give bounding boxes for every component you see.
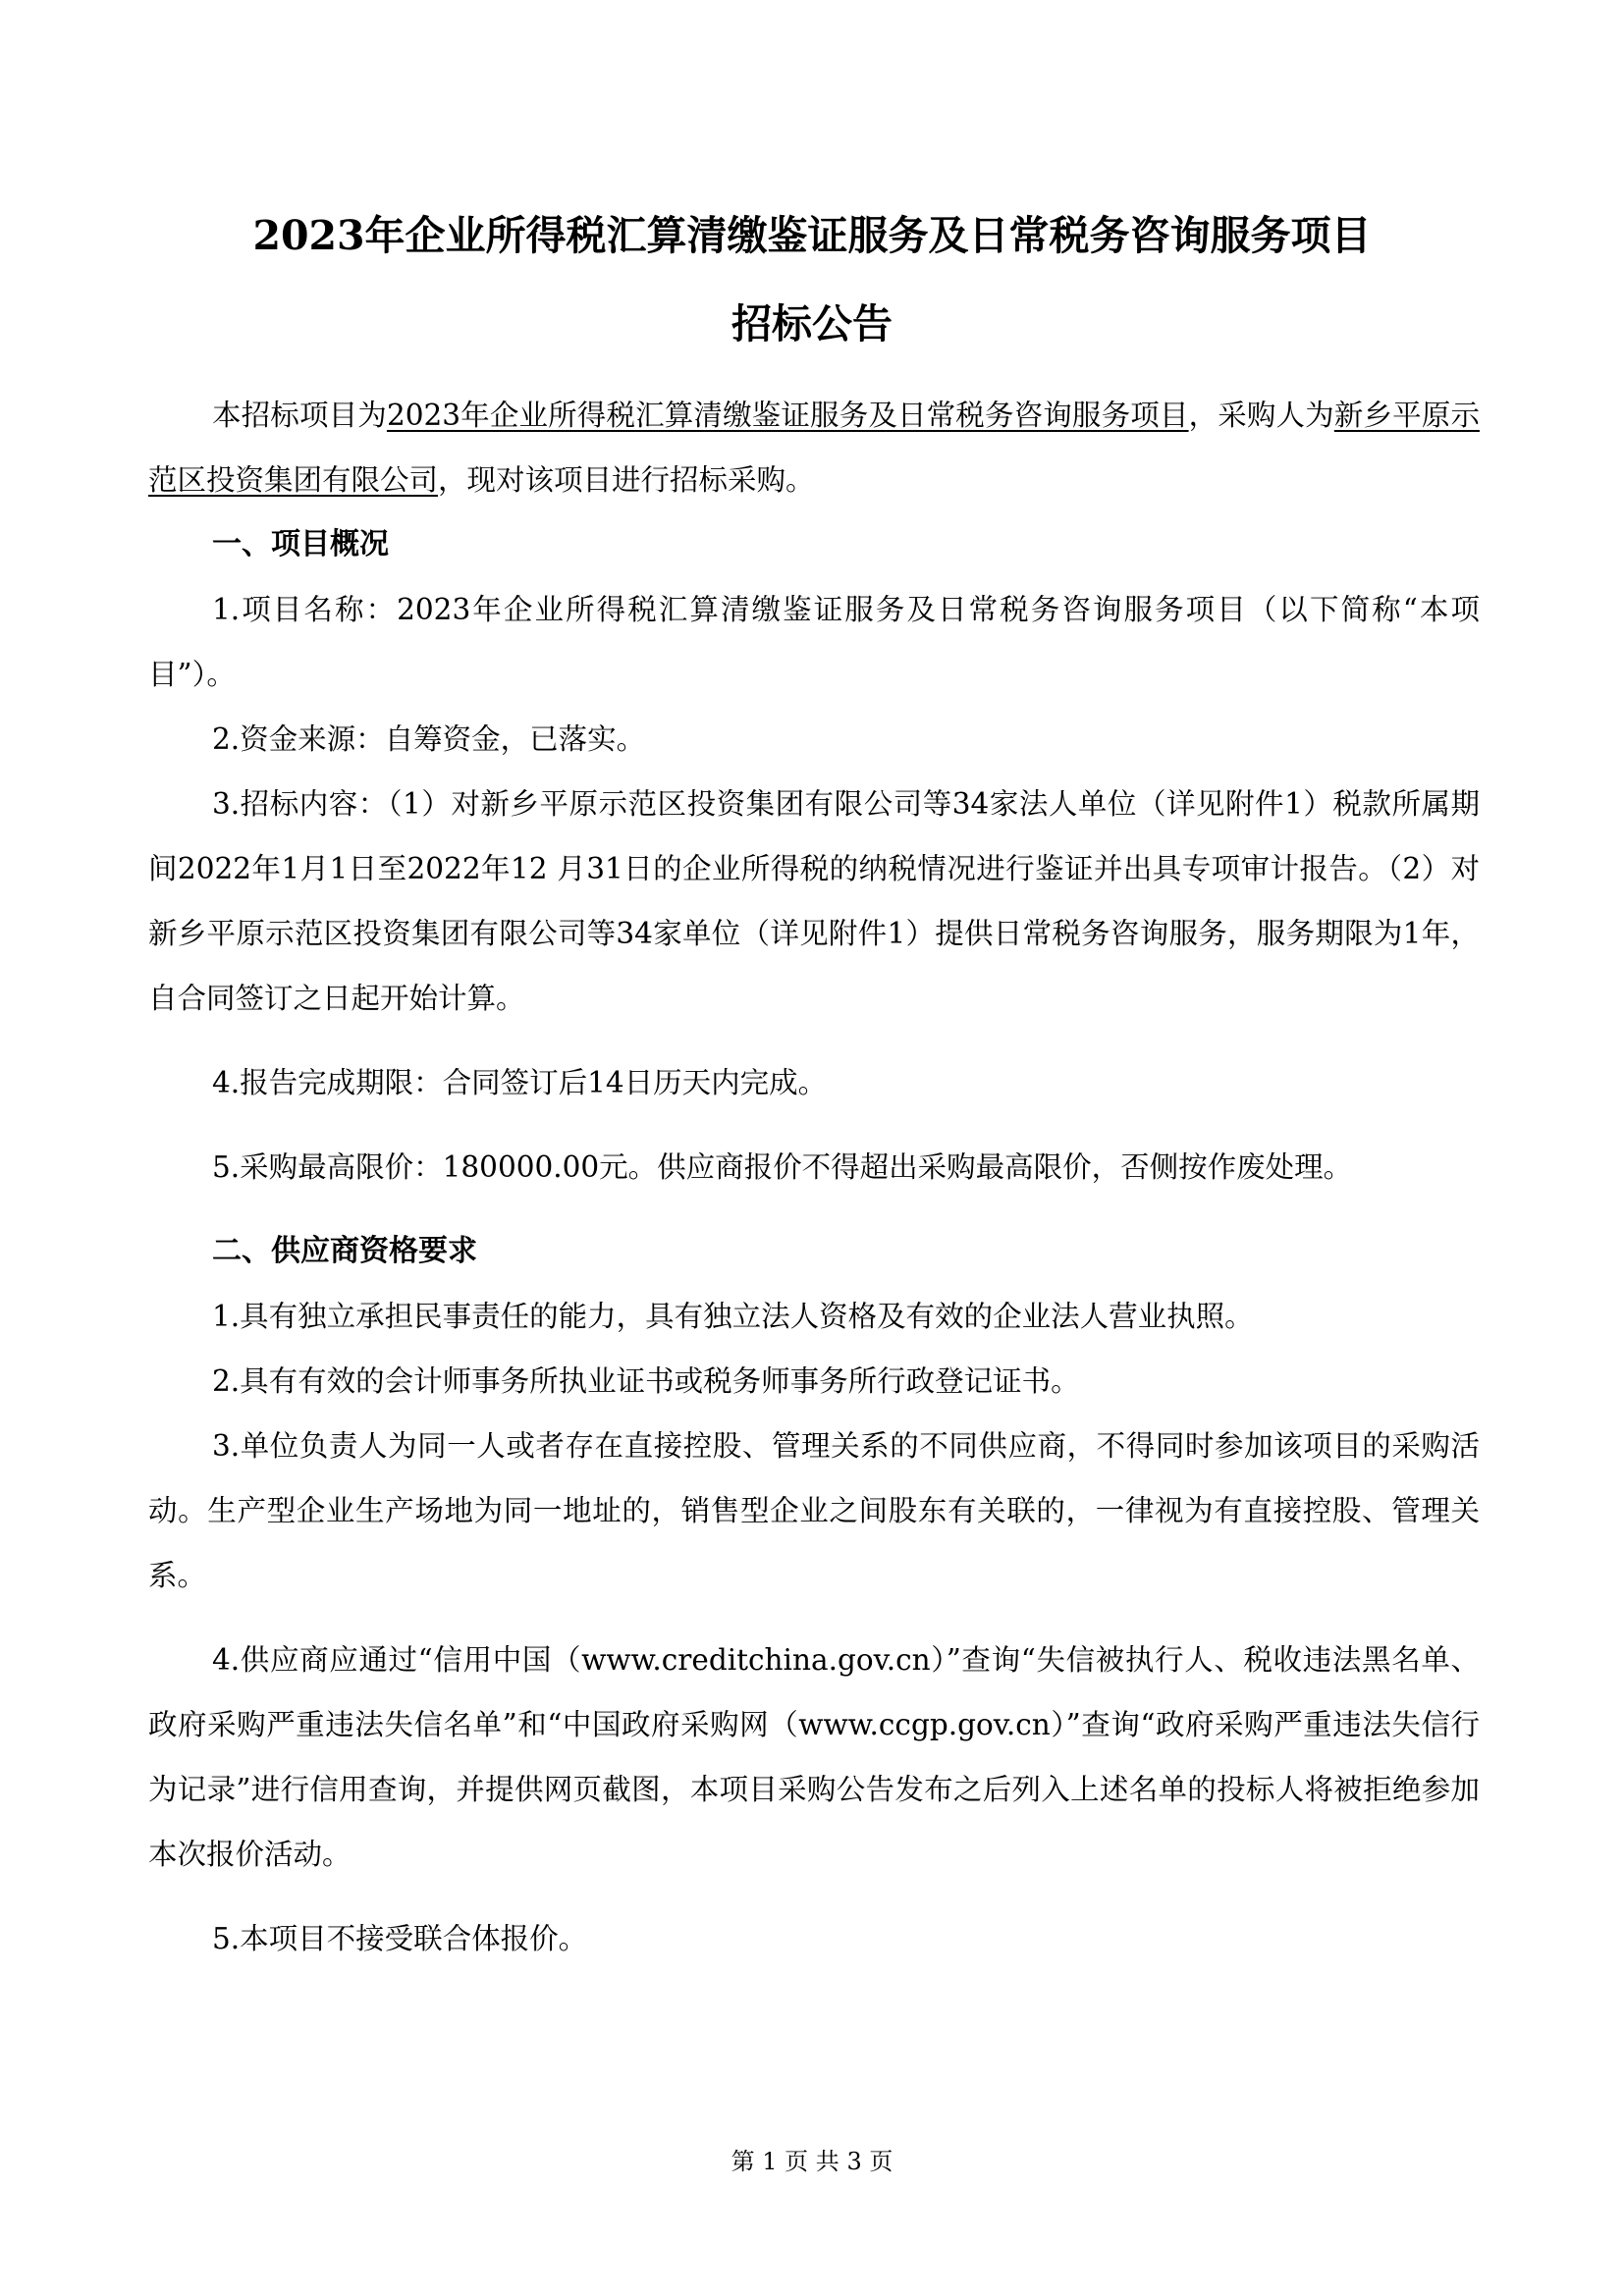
document-body — [148, 383, 1480, 1971]
intro-post: ，现对该项目进行招标采购。 — [438, 463, 815, 497]
section1-heading: 一、项目概况 — [212, 527, 389, 561]
document-title: 2023年企业所得税汇算清缴鉴证服务及日常税务咨询服务项目 — [252, 212, 1372, 259]
section2-item-2: 2.具有有效的会计师事务所执业证书或税务师事务所行政登记证书。 — [212, 1364, 1080, 1398]
section1-item-3: 3.招标内容：（1）对新乡平原示范区投资集团有限公司等34家法人单位（详见附件1）税款所属期间2022年1月1日至2022年12 月31日的企业所得税的纳税情况进行鉴证并出具专项审计报告。（2）对新乡平原示范区投资集团有限公司等34家单位（详见附件1）提供日常税务咨询服务，服务期限为1年，自合同签订之日起开始计算。 — [148, 787, 1480, 1015]
section1-item-2: 2.资金来源：自筹资金，已落实。 — [212, 722, 646, 756]
section2-item-4: 4.供应商应通过“信用中国（www.creditchina.gov.cn）”查询“失信被执行人、税收违法黑名单、政府采购严重违法失信名单”和“中国政府采购网（www.ccgp.gov.cn）”查询“政府采购严重违法失信行为记录”进行信用查询，并提供网页截图，本项目采购公告发布之后列入上述名单的投标人将被拒绝参加本次报价活动。 — [148, 1643, 1480, 1871]
page-footer: 第 1 页 共 3 页 — [731, 2148, 893, 2175]
section1-item-5: 5.采购最高限价：180000.00元。供应商报价不得超出采购最高限价，否侧按作废处理。 — [212, 1150, 1353, 1184]
section2-item-5: 5.本项目不接受联合体报价。 — [212, 1922, 588, 1955]
section2-item-1: 1.具有独立承担民事责任的能力，具有独立法人资格及有效的企业法人营业执照。 — [212, 1300, 1254, 1333]
section1-item-1: 1.项目名称：2023年企业所得税汇算清缴鉴证服务及日常税务咨询服务项目（以下简称“本项目”）。 — [148, 593, 1480, 691]
intro-mid: ，采购人为 — [1188, 399, 1334, 432]
section2-heading: 二、供应商资格要求 — [212, 1234, 477, 1268]
document-subtitle: 招标公告 — [731, 300, 893, 347]
section1-item-4: 4.报告完成期限：合同签订后14日历天内完成。 — [212, 1066, 828, 1099]
section2-item-3: 3.单位负责人为同一人或者存在直接控股、管理关系的不同供应商，不得同时参加该项目的采购活动。生产型企业生产场地为同一地址的，销售型企业之间股东有关联的，一律视为有直接控股、管理关系。 — [148, 1429, 1480, 1592]
intro-pre: 本招标项目为 — [212, 399, 387, 432]
intro-project-name: 2023年企业所得税汇算清缴鉴证服务及日常税务咨询服务项目 — [386, 399, 1189, 432]
intro-paragraph — [148, 383, 1480, 512]
intro-purchaser: 新乡平原示范区投资集团有限公司 — [148, 399, 1480, 497]
